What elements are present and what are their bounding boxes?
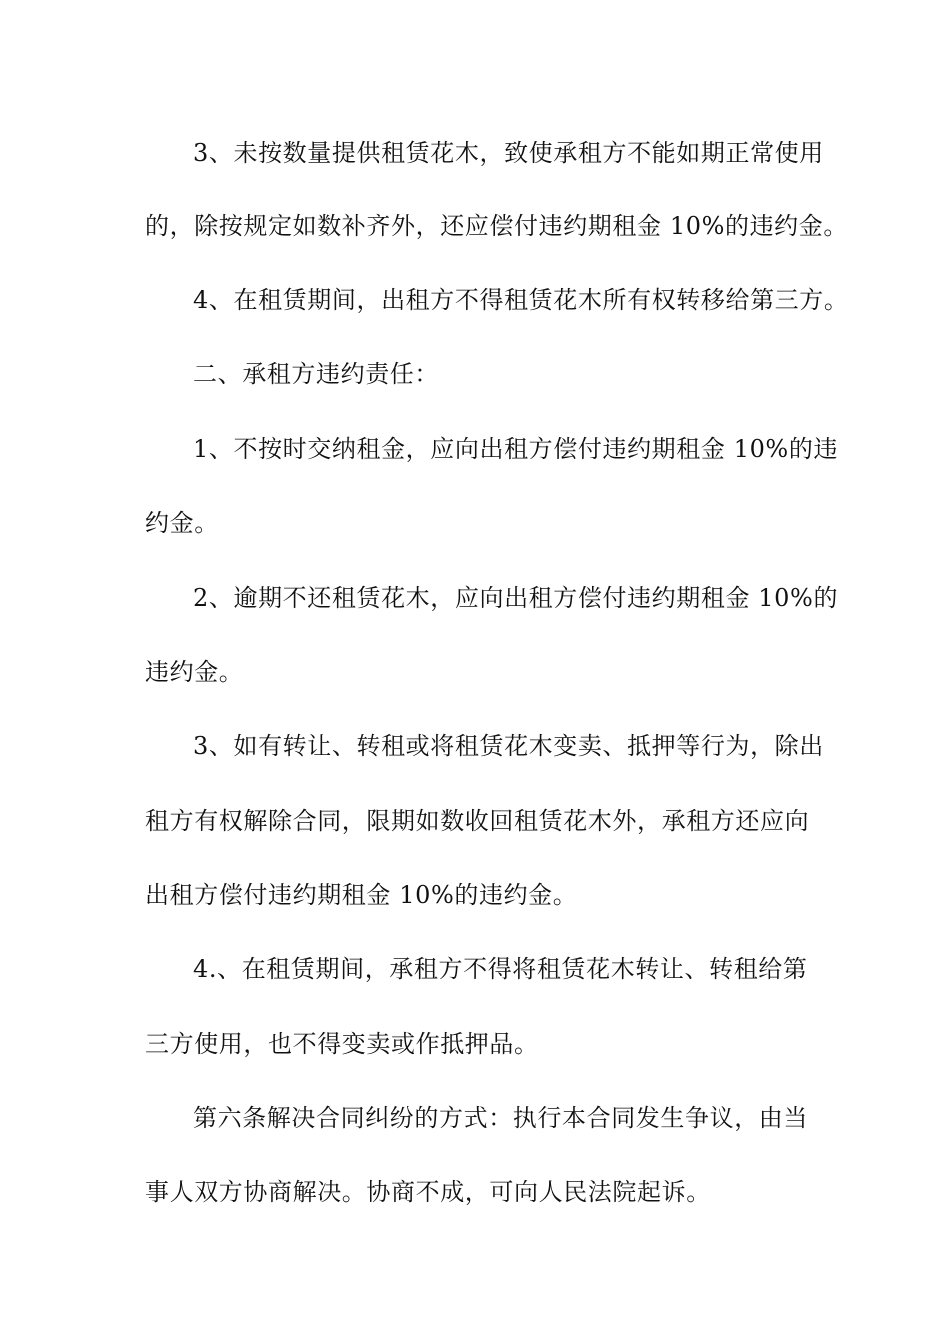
text-line: 3、未按数量提供租赁花木，致使承租方不能如期正常使用 — [193, 139, 824, 167]
text-line: 1、不按时交纳租金，应向出租方偿付违约期租金 10%的违 — [193, 435, 839, 463]
text-line: 三方使用，也不得变卖或作抵押品。 — [145, 1030, 539, 1058]
text-line: 第六条解决合同纠纷的方式：执行本合同发生争议，由当 — [193, 1104, 808, 1132]
text-line: 4、在租赁期间，出租方不得租赁花木所有权转移给第三方。 — [193, 286, 849, 314]
section-heading: 二、承租方违约责任： — [193, 360, 439, 388]
text-line: 违约金。 — [145, 658, 244, 686]
text-line: 的，除按规定如数补齐外，还应偿付违约期租金 10%的违约金。 — [145, 212, 848, 240]
text-line: 事人双方协商解决。协商不成，可向人民法院起诉。 — [145, 1178, 711, 1206]
text-line: 3、如有转让、转租或将租赁花木变卖、抵押等行为，除出 — [193, 732, 824, 760]
text-line: 租方有权解除合同，限期如数收回租赁花木外，承租方还应向 — [145, 807, 810, 835]
text-line: 2、逾期不还租赁花木，应向出租方偿付违约期租金 10%的 — [193, 584, 839, 612]
text-line: 出租方偿付违约期租金 10%的违约金。 — [145, 881, 578, 909]
text-line: 4.、在租赁期间，承租方不得将租赁花木转让、转租给第 — [193, 955, 808, 983]
text-line: 约金。 — [145, 509, 219, 537]
